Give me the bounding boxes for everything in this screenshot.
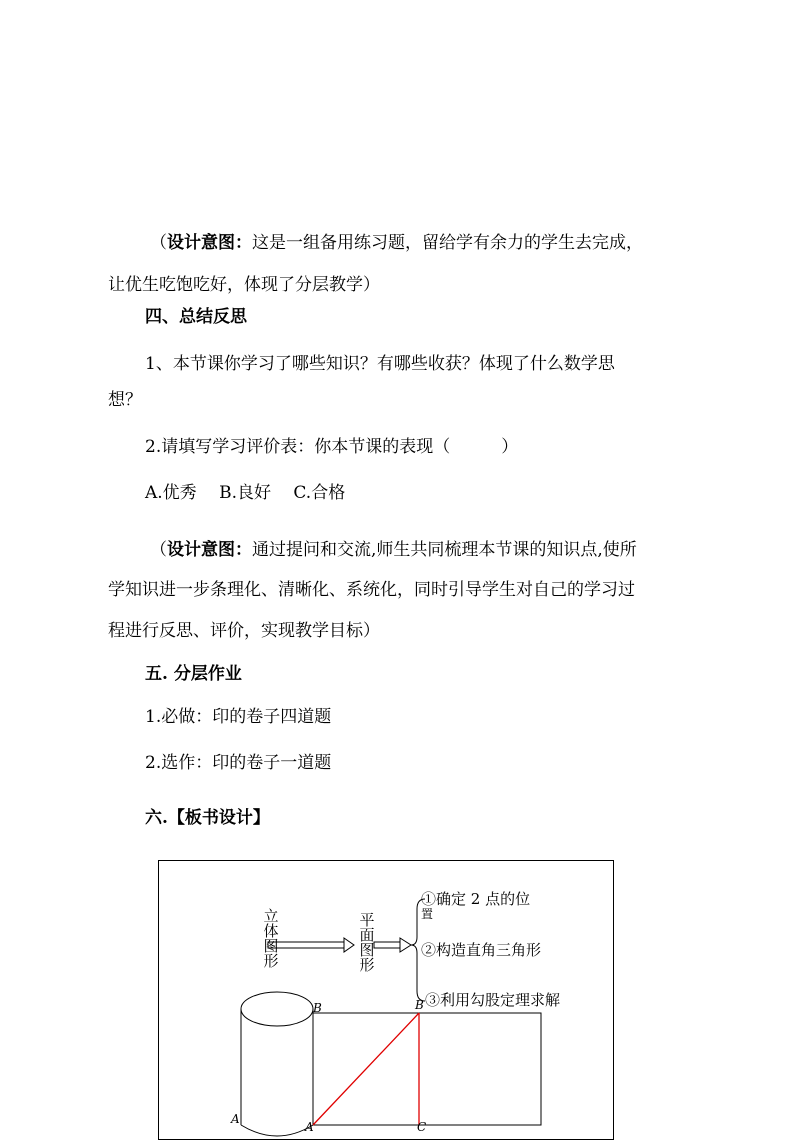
point-label-a2: A xyxy=(305,1120,314,1134)
point-label-b1: B xyxy=(313,1001,322,1015)
section5-item1: 1.必做：印的卷子四道题 xyxy=(145,707,332,727)
step2-text: ②构造直角三角形 xyxy=(421,941,542,959)
section6-title: 六.【板书设计】 xyxy=(145,808,270,828)
step3-text: ③利用勾股定理求解 xyxy=(425,991,561,1009)
point-label-a1: A xyxy=(231,1112,240,1126)
section4-title: 四、总结反思 xyxy=(145,307,247,327)
step1-text-cont: 置 xyxy=(421,907,434,921)
board-design-box xyxy=(158,860,614,1140)
intent2-line2: 学知识进一步条理化、清晰化、系统化，同时引导学生对自己的学习过 xyxy=(108,580,635,600)
intent2-text1: 通过提问和交流,师生共同梳理本节课的知识点,使所 xyxy=(252,540,637,560)
cylinder-shape xyxy=(241,992,313,1136)
intent2-open: （ xyxy=(150,540,167,560)
section5-title: 五. 分层作业 xyxy=(145,664,242,684)
arrow-right-icon xyxy=(268,938,354,952)
point-label-b2: B xyxy=(415,998,424,1012)
intent2-label: 设计意图： xyxy=(167,540,252,560)
intent1-label: 设计意图： xyxy=(167,233,252,253)
intent1-open: （ xyxy=(150,233,167,253)
step1-text: ①确定 2 点的位 xyxy=(421,890,531,908)
intent2-line1 xyxy=(150,540,637,560)
section4-q1-line2: 想？ xyxy=(108,390,142,410)
plane-figure-label: 平 面 图 形 xyxy=(359,911,375,974)
section5-item2: 2.选作：印的卷子一道题 xyxy=(145,753,332,773)
unrolled-rectangle xyxy=(313,1013,541,1125)
section4-options: A.优秀 B.良好 C.合格 xyxy=(145,483,346,503)
intent1-text1: 这是一组备用练习题，留给学有余力的学生去完成， xyxy=(252,233,643,253)
arrow-right-icon xyxy=(374,938,411,952)
point-label-c: C xyxy=(417,1120,427,1134)
diagonal-line xyxy=(313,1013,419,1125)
intent1-line1 xyxy=(150,233,643,253)
section4-q2: 2.请填写学习评价表：你本节课的表现（ ） xyxy=(145,437,519,457)
intent1-line2: 让优生吃饱吃好，体现了分层教学） xyxy=(108,275,380,295)
section4-q1-line1: 1、本节课你学习了哪些知识？有哪些收获？体现了什么数学思 xyxy=(145,354,615,374)
intent2-line3: 程进行反思、评价，实现教学目标） xyxy=(108,621,380,641)
solid-figure-label: 立 体 图 形 xyxy=(263,907,279,970)
